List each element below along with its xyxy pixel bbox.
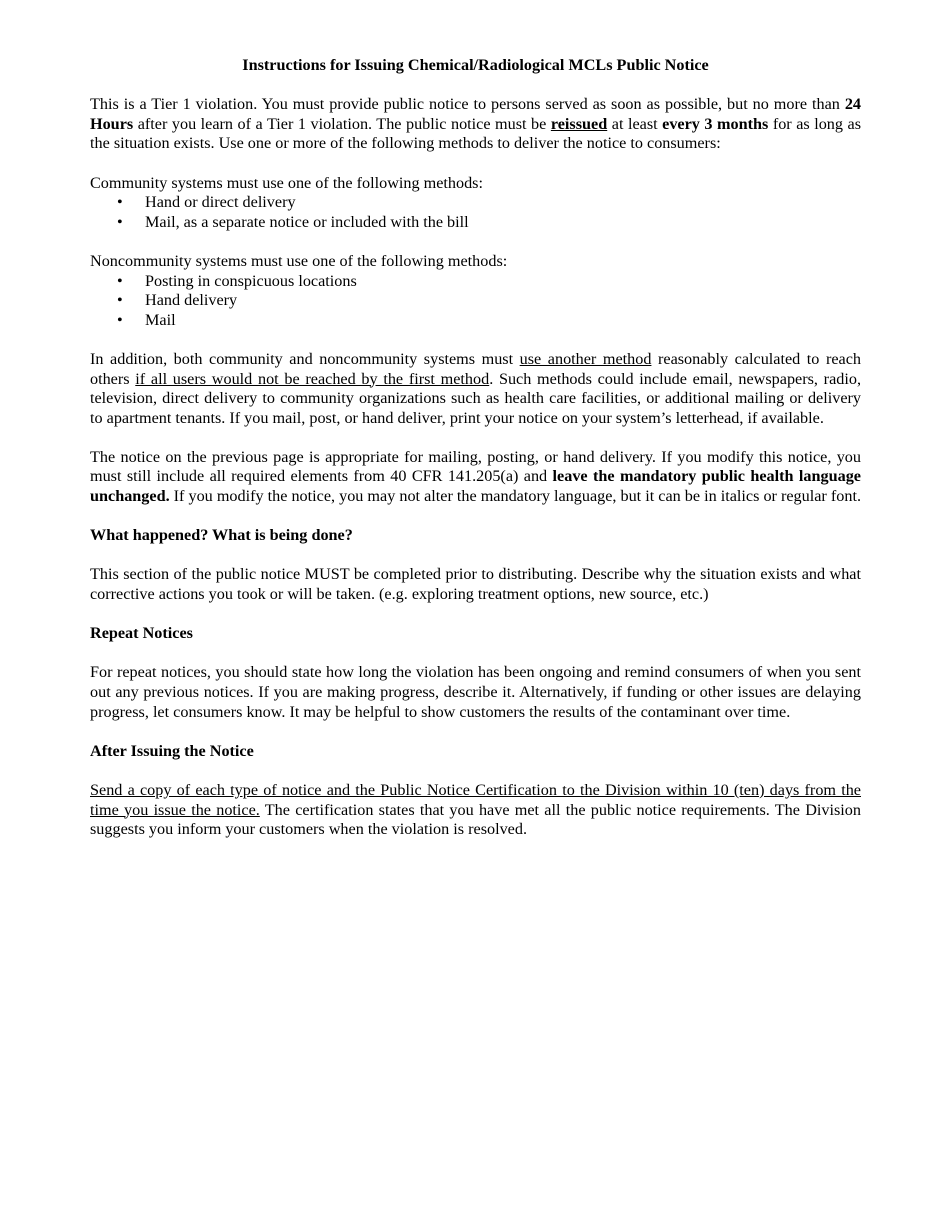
notice-bold: leave the mandatory public health language unchanged. — [90, 467, 861, 506]
notice-text-2: If you modify the notice, you may not alter the mandatory language, but it can be in italics or regular font. — [169, 487, 861, 506]
intro-bold-every-3-months: every 3 months — [662, 114, 769, 133]
after-text: The certification states that you have met all the public notice requirements. The Division suggests you inform your customers when the violation is resolved. — [90, 800, 861, 839]
list-item: • Hand or direct delivery — [90, 193, 861, 213]
intro-bold-24-hours: 24 Hours — [90, 95, 861, 133]
list-item: • Posting in conspicuous locations — [90, 272, 861, 292]
after-issuing-heading: After Issuing the Notice — [90, 741, 254, 760]
addition-text-3: . Such methods could include email, newspapers, radio, television, direct delivery to community organizations such as health care facilities, or additional mailing or delivery to apartment tenants. If you mail, post, or hand deliver, print your notice on your system’s letterhead, if available. — [90, 369, 861, 427]
document-page — [90, 56, 861, 859]
intro-text-4: for as long as the situation exists. Use one or more of the following methods to deliver the notice to consumers: — [90, 114, 861, 153]
noncommunity-methods — [90, 252, 861, 330]
addition-text-2: reasonably calculated to reach others — [90, 349, 861, 388]
community-methods — [90, 174, 861, 233]
intro-text-1: This is a Tier 1 violation. You must provide public notice to persons served as soon as possible, but no more than — [90, 95, 845, 114]
noncommunity-lead: Noncommunity systems must use one of the following methods: — [90, 251, 508, 270]
noncommunity-list — [90, 272, 861, 331]
what-happened-heading: What happened? What is being done? — [90, 526, 353, 545]
what-happened-paragraph: This section of the public notice MUST be completed prior to distributing. Describe why the situation exists and what corrective actions you took or will be taken. (e.g. exploring treatment options, new source, etc.) — [90, 565, 861, 604]
intro-text-3: at least — [607, 114, 663, 133]
community-lead: Community systems must use one of the following methods: — [90, 173, 483, 192]
page-title: Instructions for Issuing Chemical/Radiological MCLs Public Notice — [242, 56, 709, 74]
addition-underline-1: use another method — [519, 349, 652, 368]
list-item: • Mail — [90, 311, 861, 331]
community-list — [90, 193, 861, 232]
after-issuing-paragraph — [90, 781, 861, 840]
intro-bold-reissued: reissued — [550, 114, 608, 133]
notice-paragraph — [90, 448, 861, 507]
intro-text-2: after you learn of a Tier 1 violation. The public notice must be — [133, 114, 551, 133]
list-item: • Mail, as a separate notice or included with the bill — [90, 213, 861, 233]
after-underline: Send a copy of each type of notice and the Public Notice Certification to the Division within 10 (ten) days from the time you issue the notice. — [90, 780, 861, 819]
addition-paragraph — [90, 350, 861, 428]
notice-text-1: The notice on the previous page is appropriate for mailing, posting, or hand delivery. If you modify this notice, you must still include all required elements from 40 CFR 141.205(a) and — [90, 447, 861, 486]
intro-paragraph — [90, 95, 861, 154]
repeat-notices-heading: Repeat Notices — [90, 624, 193, 643]
addition-text-1: In addition, both community and noncommunity systems must — [90, 349, 520, 368]
addition-underline-2: if all users would not be reached by the first method — [135, 369, 490, 388]
repeat-notices-paragraph: For repeat notices, you should state how long the violation has been ongoing and remind consumers of when you sent out any previous notices. If you are making progress, describe it. Alternatively, if funding or other issues are delaying progress, let consumers know. It may be helpful to show customers the results of the contaminant over time. — [90, 663, 861, 721]
list-item: • Hand delivery — [90, 291, 861, 311]
